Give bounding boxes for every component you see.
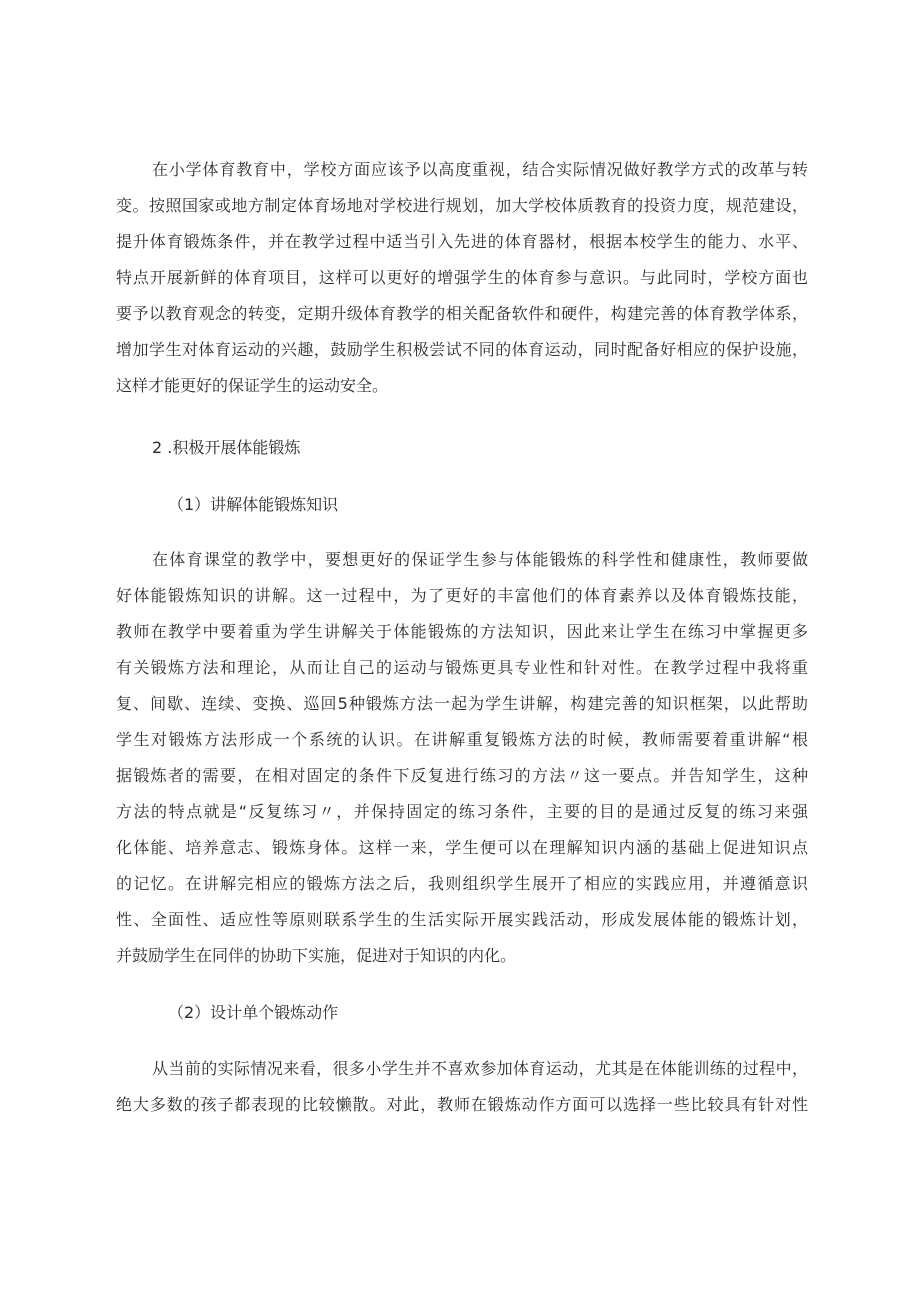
- paragraph-line: 绝大多数的孩子都表现的比较懒散。对此，教师在锻炼动作方面可以选择一些比较具有针对性: [116, 1095, 808, 1114]
- paragraph-line: 这样才能更好的保证学生的运动安全。: [116, 376, 389, 395]
- subsection-paragraph: [116, 542, 808, 974]
- paragraph-line: 据锻炼者的需要，在相对固定的条件下反复进行练习的方法〃这一要点。并告知学生，这种: [116, 766, 808, 785]
- paragraph-line: 在小学体育教育中，学校方面应该予以高度重视，结合实际情况做好教学方式的改革与转: [152, 160, 808, 179]
- paragraph-line: 复、间歇、连续、变换、巡回5种锻炼方法一起为学生讲解，构建完善的知识框架，以此帮助: [116, 694, 808, 713]
- subsection-paragraph: [116, 1051, 808, 1123]
- paragraph-line: 教师在教学中要着重为学生讲解关于体能锻炼的方法知识，因此来让学生在练习中掌握更多: [116, 622, 808, 641]
- subsection-heading: （2）设计单个锻炼动作: [168, 1003, 339, 1022]
- subsection-heading: （1）讲解体能锻炼知识: [168, 495, 339, 514]
- paragraph-line: 要予以教育观念的转变，定期升级体育教学的相关配备软件和硬件，构建完善的体育教学体系，: [116, 304, 808, 323]
- paragraph-line: 的记忆。在讲解完相应的锻炼方法之后，我则组织学生展开了相应的实践应用，并遵循意识: [116, 874, 808, 893]
- paragraph-line: 提升体育锻炼条件，并在教学过程中适当引入先进的体育器材，根据本校学生的能力、水平、: [116, 232, 808, 251]
- paragraph-line: 化体能、培养意志、锻炼身体。这样一来，学生便可以在理解知识内涵的基础上促进知识点: [116, 838, 808, 857]
- paragraph-line: 在体育课堂的教学中，要想更好的保证学生参与体能锻炼的科学性和健康性，教师要做: [152, 550, 808, 569]
- paragraph-line: 方法的特点就是“反复练习〃，并保持固定的练习条件，主要的目的是通过反复的练习来强: [116, 802, 808, 821]
- section-heading: 2 .积极开展体能锻炼: [152, 438, 301, 457]
- intro-paragraph: [116, 152, 808, 404]
- paragraph-line: 增加学生对体育运动的兴趣，鼓励学生积极尝试不同的体育运动，同时配备好相应的保护设施，: [116, 340, 808, 359]
- paragraph-line: 特点开展新鲜的体育项目，这样可以更好的增强学生的体育参与意识。与此同时，学校方面也: [116, 268, 808, 287]
- paragraph-line: 学生对锻炼方法形成一个系统的认识。在讲解重复锻炼方法的时候，教师需要着重讲解“根: [116, 730, 808, 749]
- paragraph-line: 性、全面性、适应性等原则联系学生的生活实际开展实践活动，形成发展体能的锻炼计划，: [116, 910, 808, 929]
- paragraph-line: 好体能锻炼知识的讲解。这一过程中，为了更好的丰富他们的体育素养以及体育锻炼技能，: [116, 586, 808, 605]
- paragraph-line: 从当前的实际情况来看，很多小学生并不喜欢参加体育运动，尤其是在体能训练的过程中，: [152, 1059, 808, 1078]
- document-body: [116, 152, 808, 1123]
- paragraph-line: 有关锻炼方法和理论，从而让自己的运动与锻炼更具专业性和针对性。在教学过程中我将重: [116, 658, 808, 677]
- paragraph-line: 并鼓励学生在同伴的协助下实施，促进对于知识的内化。: [116, 946, 517, 965]
- paragraph-line: 变。按照国家或地方制定体育场地对学校进行规划，加大学校体质教育的投资力度，规范建设，: [116, 196, 808, 215]
